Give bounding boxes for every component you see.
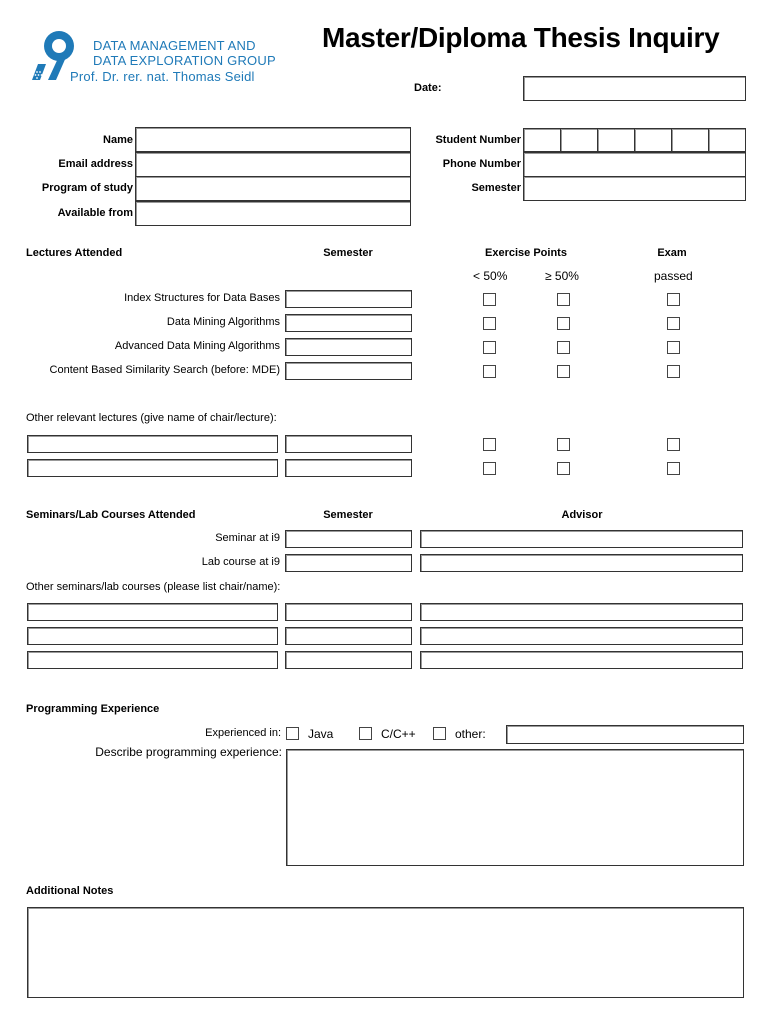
cpp-label: C/C++ xyxy=(381,727,416,741)
programming-description-field[interactable] xyxy=(286,749,744,866)
additional-notes-field[interactable] xyxy=(27,907,744,998)
lecture-lt50-checkbox[interactable] xyxy=(483,293,496,306)
student-number-digit-3[interactable] xyxy=(597,128,635,152)
seminar-i9-label: Seminar at i9 xyxy=(215,532,280,544)
lecture-semester-field[interactable] xyxy=(285,362,412,380)
seminars-semester-header: Semester xyxy=(323,509,373,521)
other-lecture-ge50-checkbox[interactable] xyxy=(557,462,570,475)
cpp-checkbox[interactable] xyxy=(359,727,372,740)
less-than-50-header: < 50% xyxy=(473,269,508,283)
additional-notes-heading: Additional Notes xyxy=(26,885,114,897)
other-language-field[interactable] xyxy=(506,725,744,744)
student-number-label: Student Number xyxy=(435,134,521,146)
lecture-label: Advanced Data Mining Algorithms xyxy=(114,340,280,352)
at-least-50-header: ≥ 50% xyxy=(545,269,579,283)
lab-course-i9-semester-field[interactable] xyxy=(285,554,412,572)
phone-label: Phone Number xyxy=(442,158,521,170)
java-label: Java xyxy=(308,727,334,741)
other-seminar-semester-field[interactable] xyxy=(285,627,412,645)
other-seminar-name-field[interactable] xyxy=(27,603,278,621)
lecture-lt50-checkbox[interactable] xyxy=(483,365,496,378)
logo-line-1: DATA MANAGEMENT AND xyxy=(93,38,256,53)
date-field[interactable] xyxy=(523,76,746,101)
student-number-digit-2[interactable] xyxy=(560,128,598,152)
lecture-semester-field[interactable] xyxy=(285,290,412,308)
program-field[interactable] xyxy=(135,176,411,201)
lab-course-i9-label: Lab course at i9 xyxy=(201,556,280,568)
other-seminar-advisor-field[interactable] xyxy=(420,651,743,669)
phone-field[interactable] xyxy=(523,152,746,177)
lecture-label: Index Structures for Data Bases xyxy=(124,292,280,304)
seminar-i9-semester-field[interactable] xyxy=(285,530,412,548)
other-seminar-advisor-field[interactable] xyxy=(420,627,743,645)
lecture-lt50-checkbox[interactable] xyxy=(483,317,496,330)
other-language-label: other: xyxy=(455,727,486,741)
advisor-header: Advisor xyxy=(561,509,603,521)
passed-header: passed xyxy=(654,269,693,283)
lecture-passed-checkbox[interactable] xyxy=(667,365,680,378)
lectures-heading: Lectures Attended xyxy=(26,247,123,259)
lectures-semester-header: Semester xyxy=(323,247,373,259)
other-lectures-label: Other relevant lectures (give name of chair/lecture): xyxy=(26,412,277,424)
other-lecture-passed-checkbox[interactable] xyxy=(667,462,680,475)
lecture-passed-checkbox[interactable] xyxy=(667,317,680,330)
other-lecture-passed-checkbox[interactable] xyxy=(667,438,680,451)
email-label: Email address xyxy=(58,158,133,170)
other-seminars-label: Other seminars/lab courses (please list chair/name): xyxy=(26,581,281,593)
other-lecture-semester-field[interactable] xyxy=(285,435,412,453)
email-field[interactable] xyxy=(135,152,411,177)
lecture-label: Content Based Similarity Search (before: MDE) xyxy=(49,364,280,376)
other-seminar-name-field[interactable] xyxy=(27,651,278,669)
name-field[interactable] xyxy=(135,127,411,152)
other-seminar-semester-field[interactable] xyxy=(285,603,412,621)
logo-line-3: Prof. Dr. rer. nat. Thomas Seidl xyxy=(70,69,255,84)
logo-line-2: DATA EXPLORATION GROUP xyxy=(93,53,276,68)
lecture-semester-field[interactable] xyxy=(285,314,412,332)
lecture-label: Data Mining Algorithms xyxy=(166,316,280,328)
exam-header: Exam xyxy=(657,247,687,259)
available-label: Available from xyxy=(57,207,133,219)
lecture-passed-checkbox[interactable] xyxy=(667,293,680,306)
student-number-digit-5[interactable] xyxy=(671,128,709,152)
page-title: Master/Diploma Thesis Inquiry xyxy=(322,22,720,53)
lecture-ge50-checkbox[interactable] xyxy=(557,293,570,306)
other-seminar-semester-field[interactable] xyxy=(285,651,412,669)
student-number-digit-4[interactable] xyxy=(634,128,672,152)
date-label: Date: xyxy=(414,82,442,94)
seminars-heading: Seminars/Lab Courses Attended xyxy=(26,509,196,521)
other-language-checkbox[interactable] xyxy=(433,727,446,740)
semester-field[interactable] xyxy=(523,176,746,201)
lecture-ge50-checkbox[interactable] xyxy=(557,365,570,378)
other-lecture-lt50-checkbox[interactable] xyxy=(483,438,496,451)
programming-heading: Programming Experience xyxy=(26,703,160,715)
lecture-ge50-checkbox[interactable] xyxy=(557,341,570,354)
java-checkbox[interactable] xyxy=(286,727,299,740)
lab-course-i9-advisor-field[interactable] xyxy=(420,554,743,572)
student-number-digit-6[interactable] xyxy=(708,128,746,152)
student-number-digit-1[interactable] xyxy=(523,128,561,152)
lecture-ge50-checkbox[interactable] xyxy=(557,317,570,330)
other-seminar-advisor-field[interactable] xyxy=(420,603,743,621)
other-lecture-name-field[interactable] xyxy=(27,435,278,453)
lecture-semester-field[interactable] xyxy=(285,338,412,356)
program-label: Program of study xyxy=(41,182,133,194)
lecture-lt50-checkbox[interactable] xyxy=(483,341,496,354)
lecture-passed-checkbox[interactable] xyxy=(667,341,680,354)
other-lecture-semester-field[interactable] xyxy=(285,459,412,477)
other-lecture-name-field[interactable] xyxy=(27,459,278,477)
name-label: Name xyxy=(103,134,133,146)
available-field[interactable] xyxy=(135,201,411,226)
exercise-points-header: Exercise Points xyxy=(485,247,567,259)
seminar-i9-advisor-field[interactable] xyxy=(420,530,743,548)
semester-label: Semester xyxy=(471,182,521,194)
other-lecture-lt50-checkbox[interactable] xyxy=(483,462,496,475)
experienced-in-label: Experienced in: xyxy=(205,727,281,739)
other-seminar-name-field[interactable] xyxy=(27,627,278,645)
other-lecture-ge50-checkbox[interactable] xyxy=(557,438,570,451)
describe-programming-label: Describe programming experience: xyxy=(95,745,282,759)
